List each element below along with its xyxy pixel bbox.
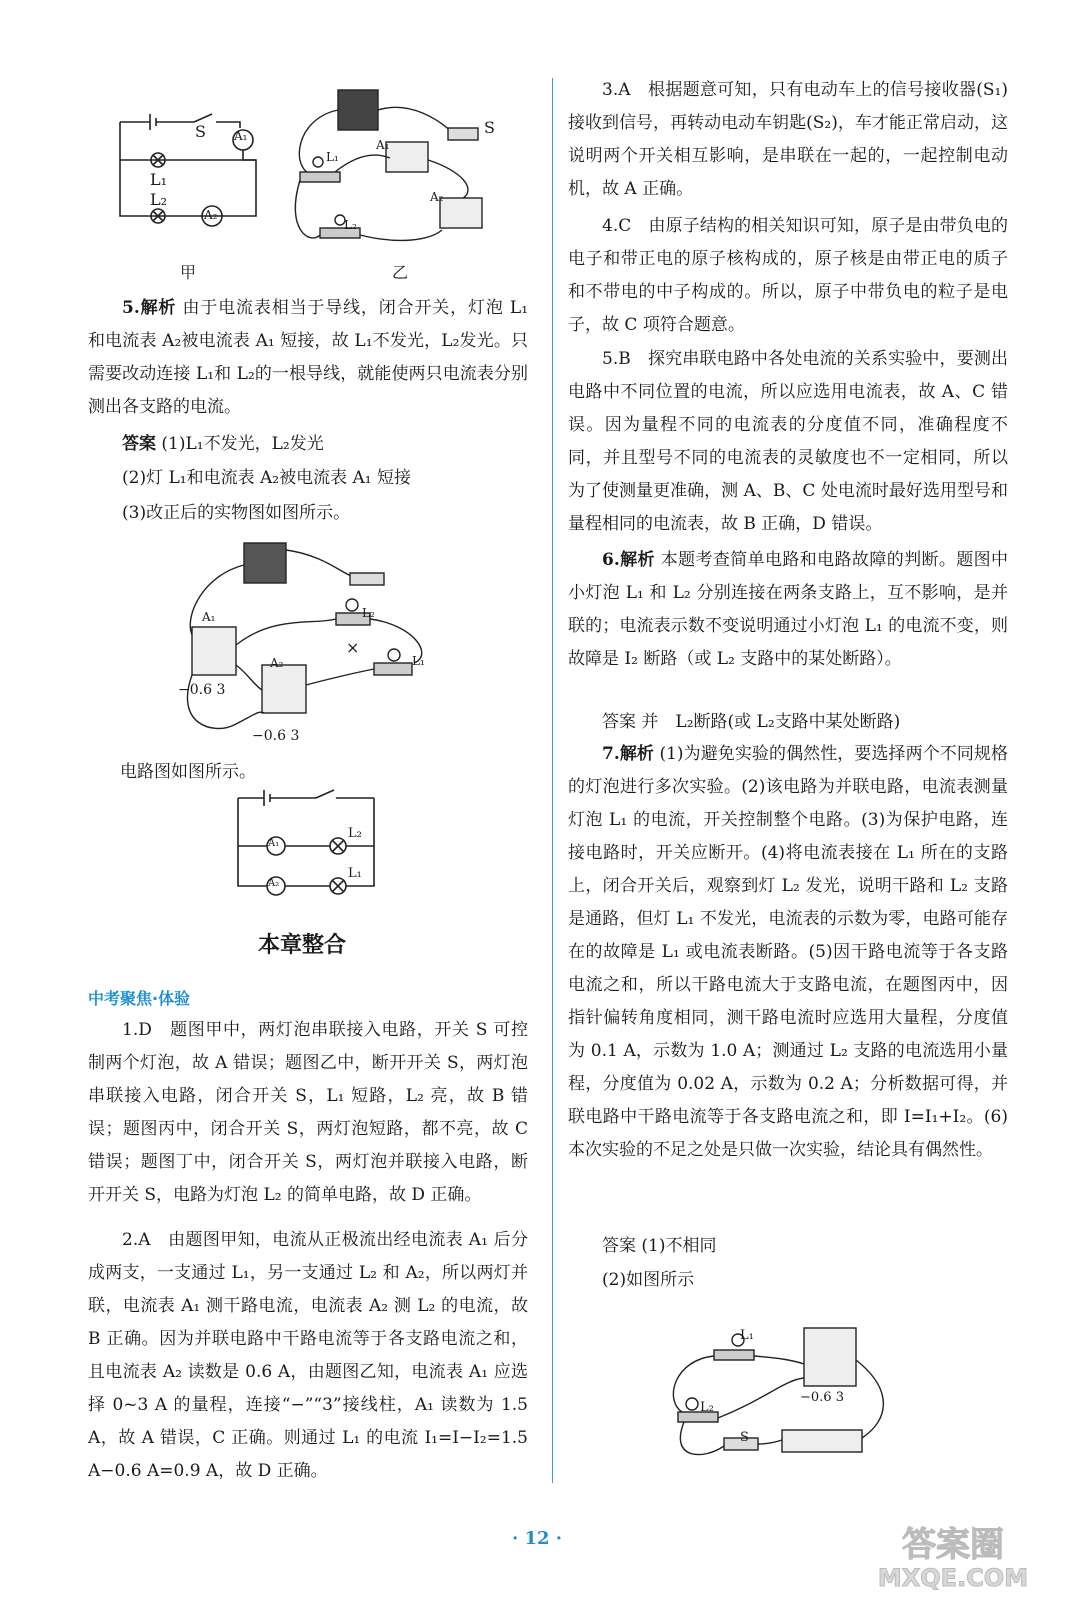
right-q5: 5.B 探究串联电路中各处电流的关系实验中，要测出电路中不同位置的电流，所以应选用电流表，故 A、C 错误。因为量程不同的电流表的分度值不同，准确程度不同，并且型号不同的电流表的灵敏度也不一定相同，所以为了使测量更准确，测 A、B、C 处电流时最好选用型号和量程相同的电流表，故 B 正确，D 错误。 bbox=[568, 349, 1008, 534]
fig-jia-A2: A₂ bbox=[204, 208, 218, 222]
q7-text: (1)为避免实验的偶然性，要选择两个不同规格的灯泡进行多次实验。(2)该电路为并联电路，电流表测量灯泡 L₁ 的电流，开关控制整个电路。(3)为保护电路，连接电路时，开关应断开。(4)将电流表接在 L₁ 所在的支路上，闭合开关后，观察到灯 L₂ 发光，说明干路和 L₂ 支路是通路，但灯 L₁ 不发光，电流表的示数为零，电路可能存在的故障是 L₁ 或电流表断路。(5)因干路电流等于各支路电流之和，所以干路电流大于支路电流，在题图丙中，因指针偏转角度相同，测干路电流时应选用大量程，分度值为 0.1 A，示数为 1.0 A；测通过 L₂ 支路的电流选用小量程，分度值为 0.02 A，示数为 0.2 A；分析数据可得，并联电路中干路电流等于各支路电流之和，即 I=I₁+I₂。(6)本次实验的不足之处是只做一次实验，结论具有偶然性。 bbox=[568, 744, 1008, 1160]
fig3-A1: A₁ bbox=[268, 838, 280, 849]
fig2-range2: −0.6 3 bbox=[252, 728, 300, 744]
left-q5-answer3: (3)改正后的实物图如图所示。 bbox=[122, 503, 351, 523]
fig2-range1: −0.6 3 bbox=[178, 682, 226, 698]
figure-yi-physical bbox=[290, 80, 500, 250]
left-q2: 2.A 由题图甲知，电流从正极流出经电流表 A₁ 后分成两支，一支通过 L₁，另一支通过 L₂ 和 A₂，所以两灯并联，电流表 A₁ 测干路电流，电流表 A₂ 测 L₂ 的电流，故 B 正确。因为并联电路中干路电流等于各支路电流之和，且电流表 A₂ 读数是 0.6 A，由题图乙知，电流表 A₁ 应选择 0~3 A 的量程，连接“−”“3”接线柱，A₁ 读数为 1.5 A，故 A 错误，C 正确。则通过 L₁ 的电流 I₁=I−I₂=1.5 A−0.6 A=0.9 A，故 D 正确。 bbox=[88, 1230, 528, 1481]
fig2-A1: A₁ bbox=[202, 610, 216, 624]
fig2-L2: L₂ bbox=[362, 606, 375, 620]
svg-text:MXQE.COM: MXQE.COM bbox=[877, 1564, 1029, 1592]
fig-yi-L2: L₂ bbox=[344, 218, 357, 232]
q5-answer-label: 答案 bbox=[122, 434, 156, 454]
right-q3: 3.A 根据题意可知，只有电动车上的信号接收器(S₁)接收到信号，再转动电动车钥匙(S₂)，车才能正常启动，这说明两个开关相互影响，是串联在一起的，一起控制电动机，故 A 正确。 bbox=[568, 80, 1008, 199]
fig-jia-L2: L₂ bbox=[150, 190, 168, 209]
q7-fig-S: S bbox=[740, 1430, 749, 1445]
fig-jia-A1: A₁ bbox=[234, 129, 248, 143]
left-q5-answer2: (2)灯 L₁和电流表 A₂被电流表 A₁ 短接 bbox=[122, 468, 411, 488]
fig2-L1: L₁ bbox=[412, 654, 425, 668]
fig-jia-L1: L₁ bbox=[150, 170, 168, 189]
right-q7-answer2: (2)如图所示 bbox=[602, 1270, 695, 1290]
section-title: 中考聚焦·体验 bbox=[88, 989, 191, 1008]
fig-yi-L1: L₁ bbox=[326, 150, 339, 164]
q6-text: 本题考查简单电路和电路故障的判断。题图中小灯泡 L₁ 和 L₂ 分别连接在两条支路上，互不影响，是并联的；电流表示数不变说明通过小灯泡 L₁ 的电流不变，则故障是 I₂ 断路（或 L₂ 支路中的某处断路）。 bbox=[568, 550, 1009, 669]
fig3-A2: A₂ bbox=[268, 878, 280, 889]
q5-title: 5.解析 bbox=[122, 298, 177, 318]
fig-yi-caption: 乙 bbox=[392, 263, 409, 282]
q5-text: 由于电流表相当于导线，闭合开关，灯泡 L₁ 和电流表 A₂被电流表 A₁ 短接，故 L₁不发光，L₂发光。只需要改动连接 L₁和 L₂的一根导线，就能使两只电流表分别测出各支路的电流。 bbox=[88, 298, 529, 417]
left-q1: 1.D 题图甲中，两灯泡串联接入电路，开关 S 可控制两个灯泡，故 A 错误；题图乙中，断开开关 S，两灯泡串联接入电路，闭合开关 S，L₁ 短路，L₂ 亮，故 B 错误；题图丙中，闭合开关 S，两灯泡短路，都不亮，故 C 错误；题图丁中，闭合开关 S，两灯泡并联接入电路，断开开关 S，电路为灯泡 L₂ 的简单电路，故 D 正确。 bbox=[88, 1020, 528, 1205]
chapter-title: 本章整合 bbox=[258, 933, 347, 958]
figure-q7-physical bbox=[664, 1320, 894, 1470]
fig-yi-A2: A₂ bbox=[430, 190, 444, 204]
left-q5-analysis bbox=[88, 292, 528, 424]
fig-jia-S: S bbox=[195, 122, 206, 141]
figure-corrected-physical bbox=[174, 535, 434, 745]
circuit-caption: 电路图如图所示。 bbox=[120, 762, 256, 782]
fig3-L2: L₂ bbox=[348, 826, 362, 841]
right-q4: 4.C 由原子结构的相关知识可知，原子是由带负电的电子和带正电的原子核构成的，原子核是由带正电的质子和不带电的中子构成的。所以，原子中带负电的粒子是电子，故 C 项符合题意。 bbox=[568, 216, 1008, 335]
q6-title: 6.解析 bbox=[602, 550, 655, 570]
column-divider bbox=[552, 78, 553, 1483]
fig2-A2: A₂ bbox=[270, 656, 284, 670]
q7-fig-range: −0.6 3 bbox=[800, 1390, 844, 1405]
q5-answer1-text: (1)L₁不发光，L₂发光 bbox=[161, 434, 324, 454]
right-q7-answer1: 答案 (1)不相同 bbox=[602, 1236, 717, 1256]
watermark-logo bbox=[848, 1520, 1058, 1592]
right-q6-answer: 答案 并 L₂断路(或 L₂支路中某处断路) bbox=[602, 712, 901, 732]
fig3-L1: L₁ bbox=[348, 866, 362, 881]
q7-fig-L1: L₁ bbox=[740, 1328, 754, 1343]
fig-yi-A1: A₁ bbox=[376, 138, 390, 152]
q7-title: 7.解析 bbox=[602, 744, 654, 764]
fig2-cross: × bbox=[346, 638, 360, 657]
right-q6 bbox=[568, 544, 1008, 676]
page-number: · 12 · bbox=[511, 1528, 563, 1549]
left-q5-answer1 bbox=[88, 428, 528, 461]
fig-jia-caption: 甲 bbox=[180, 263, 197, 282]
fig-yi-S: S bbox=[484, 118, 495, 137]
right-q7 bbox=[568, 738, 1008, 1167]
q7-fig-L2: L₂ bbox=[700, 1400, 714, 1415]
svg-text:答案圈: 答案圈 bbox=[902, 1525, 1004, 1565]
